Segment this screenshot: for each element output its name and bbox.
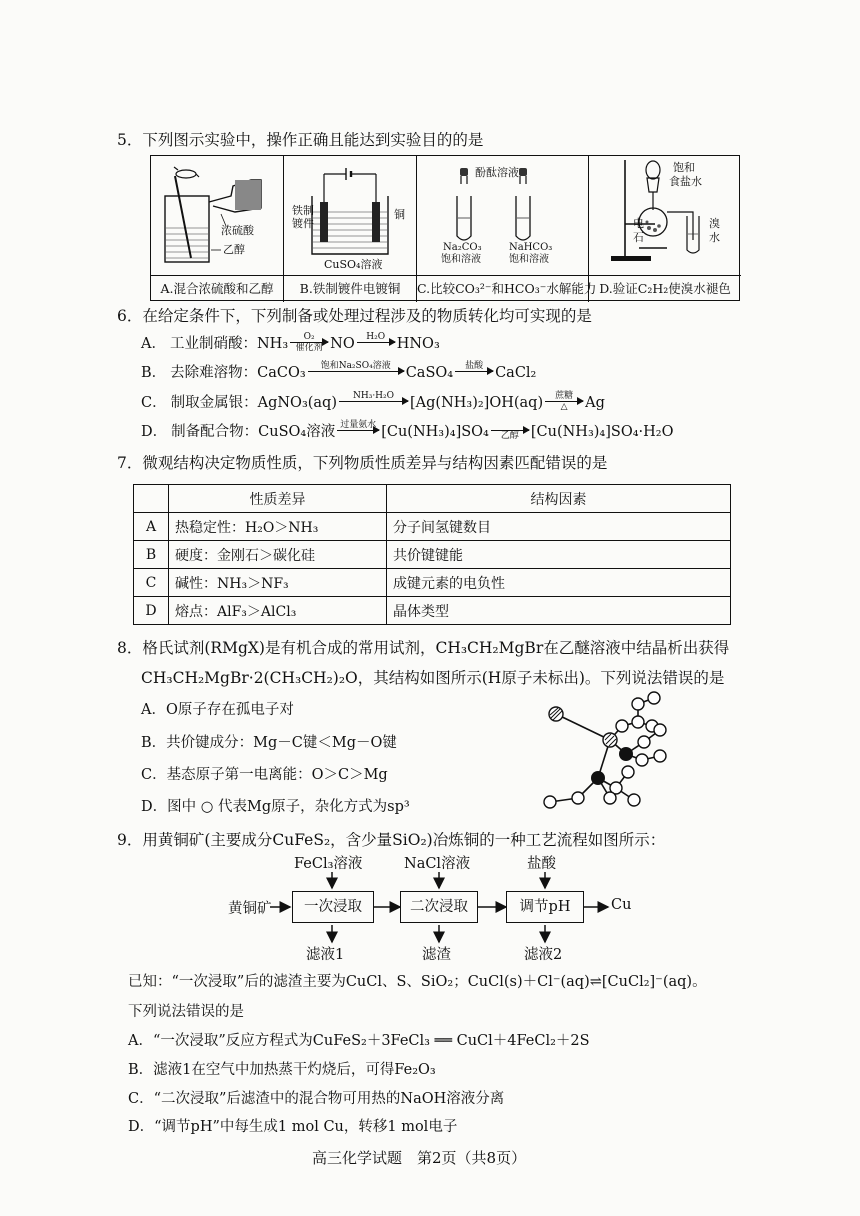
q5c-label-3: 饱和溶液 bbox=[441, 254, 481, 265]
q7-stem: 7．微观结构决定物质性质，下列物质性质差异与结构因素匹配错误的是 bbox=[117, 454, 608, 472]
q8-line-1: 8．格氏试剂(RMgX)是有机合成的常用试剂，CH₃CH₂MgBr在乙醚溶液中结晶析出获得 bbox=[117, 639, 730, 657]
flow-reagent-2: NaCl溶液 bbox=[404, 856, 471, 872]
flow-output-3: 滤液2 bbox=[524, 947, 563, 963]
q6-species-1: CuSO₄溶液 bbox=[258, 423, 336, 440]
arrow-condition-bottom bbox=[354, 372, 357, 382]
q7-table bbox=[133, 484, 731, 625]
q6-option-name: 制备配合物： bbox=[171, 423, 259, 440]
table-row bbox=[134, 597, 731, 625]
q6-option-row bbox=[141, 333, 440, 354]
q5b-label-2: 镀件 bbox=[292, 217, 314, 230]
q6-stem: 6．在给定条件下，下列制备或处理过程涉及的物质转化均可实现的是 bbox=[117, 307, 592, 325]
arrow-condition-top: H₂O bbox=[366, 332, 386, 342]
table-cell: 熔点：AlF₃＞AlCl₃ bbox=[169, 597, 387, 625]
q5b-caption: B.铁制镀件电镀铜 bbox=[284, 275, 416, 302]
q5-cell-a bbox=[151, 156, 284, 302]
table-cell: 晶体类型 bbox=[387, 597, 731, 625]
q6-species-3: [Cu(NH₃)₄]SO₄·H₂O bbox=[530, 423, 674, 440]
q5d-label-6: 水 bbox=[709, 231, 720, 244]
q6-species-2: [Ag(NH₃)₂]OH(aq) bbox=[410, 394, 544, 411]
q5-cell-c bbox=[417, 156, 597, 302]
arrow-condition-top: O₂ bbox=[303, 332, 315, 342]
table-cell: 碱性：NH₃＞NF₃ bbox=[169, 569, 387, 597]
q9-option-c: C．“二次浸取”后滤渣中的混合物可用热的NaOH溶液分离 bbox=[128, 1091, 505, 1107]
arrow-line bbox=[339, 401, 408, 402]
reaction-arrow-2 bbox=[357, 332, 395, 353]
q6-option-row bbox=[141, 421, 673, 442]
q7-header-1: 性质差异 bbox=[169, 485, 387, 513]
table-cell: 共价键键能 bbox=[387, 541, 731, 569]
q5c-label-2: Na₂CO₃ bbox=[443, 242, 482, 253]
q5c-label-1: 酚酞溶液 bbox=[475, 166, 519, 179]
table-cell: C bbox=[134, 569, 169, 597]
q5d-label-3: 电 bbox=[633, 217, 644, 230]
table-cell: 硬度：金刚石＞碳化硅 bbox=[169, 541, 387, 569]
q6-species-1: AgNO₃(aq) bbox=[257, 394, 337, 411]
page-footer: 高三化学试题 第2页（共8页） bbox=[312, 1149, 527, 1167]
table-cell: A bbox=[134, 513, 169, 541]
arrow-condition-bottom: △ bbox=[560, 402, 568, 413]
arrow-condition-top: NH₃·H₂O bbox=[352, 391, 395, 401]
arrow-condition-bottom bbox=[372, 402, 375, 412]
q5a-label-2: 乙醇 bbox=[223, 243, 245, 256]
q9-option-b: B．滤液1在空气中加热蒸干灼烧后，可得Fe₂O₃ bbox=[128, 1062, 436, 1078]
q6-species-1: CaCO₃ bbox=[257, 364, 306, 381]
arrow-condition-top: 过量氨水 bbox=[340, 420, 377, 430]
q5-cell-d bbox=[589, 156, 741, 302]
flow-step-3: 调节pH bbox=[506, 891, 584, 923]
grignard-structure-diagram bbox=[538, 690, 683, 812]
reaction-arrow-1 bbox=[290, 332, 328, 353]
q6-species-2: [Cu(NH₃)₄]SO₄ bbox=[381, 423, 489, 440]
arrow-condition-bottom bbox=[357, 431, 360, 441]
table-row bbox=[134, 569, 731, 597]
q6-option-letter: C． bbox=[141, 394, 167, 411]
q6-species-2: CaSO₄ bbox=[405, 364, 454, 381]
q5a-caption: A.混合浓硫酸和乙醇 bbox=[151, 275, 283, 302]
table-row bbox=[134, 513, 731, 541]
q6-option-name: 工业制硝酸： bbox=[169, 335, 257, 352]
q5c-caption: C.比较CO₃²⁻和HCO₃⁻水解能力 bbox=[417, 275, 588, 302]
q7-header-row bbox=[134, 485, 731, 513]
reaction-arrow-2 bbox=[491, 420, 529, 441]
reaction-arrow-2 bbox=[545, 391, 583, 412]
q5b-label-1: 铁制 bbox=[292, 204, 314, 217]
flow-reagent-3: 盐酸 bbox=[527, 856, 556, 872]
q6-option-name: 去除难溶物： bbox=[170, 364, 258, 381]
q6-option-letter: B． bbox=[141, 364, 167, 381]
arrow-condition-bottom bbox=[374, 343, 377, 353]
q9-known: 已知：“一次浸取”后的滤渣主要为CuCl、S、SiO₂；CuCl(s)＋Cl⁻(aq)⇌[CuCl₂]⁻(aq)。 bbox=[128, 974, 707, 990]
arrow-condition-bottom: 催化剂 bbox=[295, 343, 323, 354]
q5-figure-table bbox=[150, 155, 740, 301]
q6-option-row bbox=[141, 362, 536, 383]
arrow-line bbox=[357, 342, 395, 343]
flow-product: Cu bbox=[611, 897, 632, 913]
q5b-label-4: CuSO₄溶液 bbox=[324, 258, 383, 271]
flow-input-label: 黄铜矿 bbox=[228, 901, 272, 917]
flow-reagent-1: FeCl₃溶液 bbox=[294, 856, 363, 872]
q5d-caption: D.验证C₂H₂使溴水褪色 bbox=[589, 275, 741, 302]
flow-output-2: 滤渣 bbox=[422, 947, 451, 963]
reaction-arrow-1 bbox=[337, 420, 379, 441]
q8-option-d: D．图中 ○ 代表Mg原子，杂化方式为sp³ bbox=[141, 799, 410, 815]
arrow-line bbox=[308, 371, 404, 372]
flow-step-2: 二次浸取 bbox=[400, 891, 478, 923]
arrow-condition-bottom bbox=[473, 372, 476, 382]
q6-option-name: 制取金属银： bbox=[170, 394, 258, 411]
acetylene-apparatus-diagram bbox=[589, 156, 741, 274]
beaker-pour-diagram bbox=[151, 156, 284, 274]
q6-species-3: HNO₃ bbox=[396, 335, 440, 352]
arrow-condition-bottom: 乙醇 bbox=[500, 431, 519, 442]
q5c-label-5: 饱和溶液 bbox=[509, 254, 549, 265]
q5b-label-3: 铜 bbox=[394, 208, 405, 221]
q6-species-3: Ag bbox=[585, 394, 605, 411]
q9-stem: 9．用黄铜矿(主要成分CuFeS₂，含少量SiO₂)冶炼铜的一种工艺流程如图所示： bbox=[117, 831, 666, 849]
q6-option-letter: A． bbox=[141, 335, 166, 352]
q8-option-b: B．共价键成分：Mg－C键＜Mg－O键 bbox=[141, 735, 397, 751]
q5c-label-4: NaHCO₃ bbox=[509, 242, 553, 253]
q7-header-2: 结构因素 bbox=[387, 485, 731, 513]
q6-species-3: CaCl₂ bbox=[495, 364, 537, 381]
q5-stem: 5．下列图示实验中，操作正确且能达到实验目的的是 bbox=[117, 131, 484, 149]
q6-option-row bbox=[141, 392, 605, 413]
arrow-condition-top bbox=[508, 420, 511, 430]
q9-option-a: A．“一次浸取”反应方程式为CuFeS₂＋3FeCl₃ ══ CuCl＋4FeCl₂＋2S bbox=[128, 1033, 590, 1049]
q8-option-a: A．O原子存在孤电子对 bbox=[141, 702, 294, 718]
q6-species-1: NH₃ bbox=[256, 335, 289, 352]
reaction-arrow-2 bbox=[455, 361, 493, 382]
q6-option-letter: D． bbox=[141, 423, 168, 440]
q5d-label-1: 饱和 bbox=[673, 161, 695, 174]
arrow-line bbox=[491, 430, 529, 431]
table-cell: 热稳定性：H₂O＞NH₃ bbox=[169, 513, 387, 541]
q8-option-c: C．基态原子第一电离能：O＞C＞Mg bbox=[141, 767, 388, 783]
arrow-line bbox=[337, 430, 379, 431]
table-cell: 分子间氢键数目 bbox=[387, 513, 731, 541]
table-row bbox=[134, 541, 731, 569]
table-cell: B bbox=[134, 541, 169, 569]
flow-output-1: 滤液1 bbox=[306, 947, 345, 963]
q7-header-0 bbox=[134, 485, 169, 513]
flow-step-1: 一次浸取 bbox=[292, 891, 374, 923]
q5d-label-2: 食盐水 bbox=[669, 175, 702, 188]
q9-option-d: D．“调节pH”中每生成1 mol Cu，转移1 mol电子 bbox=[128, 1119, 458, 1135]
reaction-arrow-1 bbox=[339, 391, 408, 412]
q6-species-2: NO bbox=[330, 335, 355, 352]
reaction-arrow-1 bbox=[308, 361, 404, 382]
arrow-condition-top: 盐酸 bbox=[465, 361, 484, 371]
q9-ask: 下列说法错误的是 bbox=[128, 1004, 244, 1020]
arrow-line bbox=[545, 401, 583, 402]
arrow-line bbox=[455, 371, 493, 372]
arrow-condition-top: 蔗糖 bbox=[555, 391, 574, 401]
table-cell: 成键元素的电负性 bbox=[387, 569, 731, 597]
arrow-condition-top: 饱和Na₂SO₄溶液 bbox=[320, 361, 391, 371]
q5d-label-4: 石 bbox=[633, 231, 644, 244]
q5-cell-b bbox=[284, 156, 417, 302]
q5d-label-5: 溴 bbox=[709, 217, 720, 230]
q5a-label-1: 浓硫酸 bbox=[221, 224, 254, 237]
arrow-line bbox=[290, 342, 328, 343]
table-cell: D bbox=[134, 597, 169, 625]
q8-line-2: CH₃CH₂MgBr·2(CH₃CH₂)₂O，其结构如图所示(H原子未标出)。下列说法错误的是 bbox=[141, 669, 725, 687]
